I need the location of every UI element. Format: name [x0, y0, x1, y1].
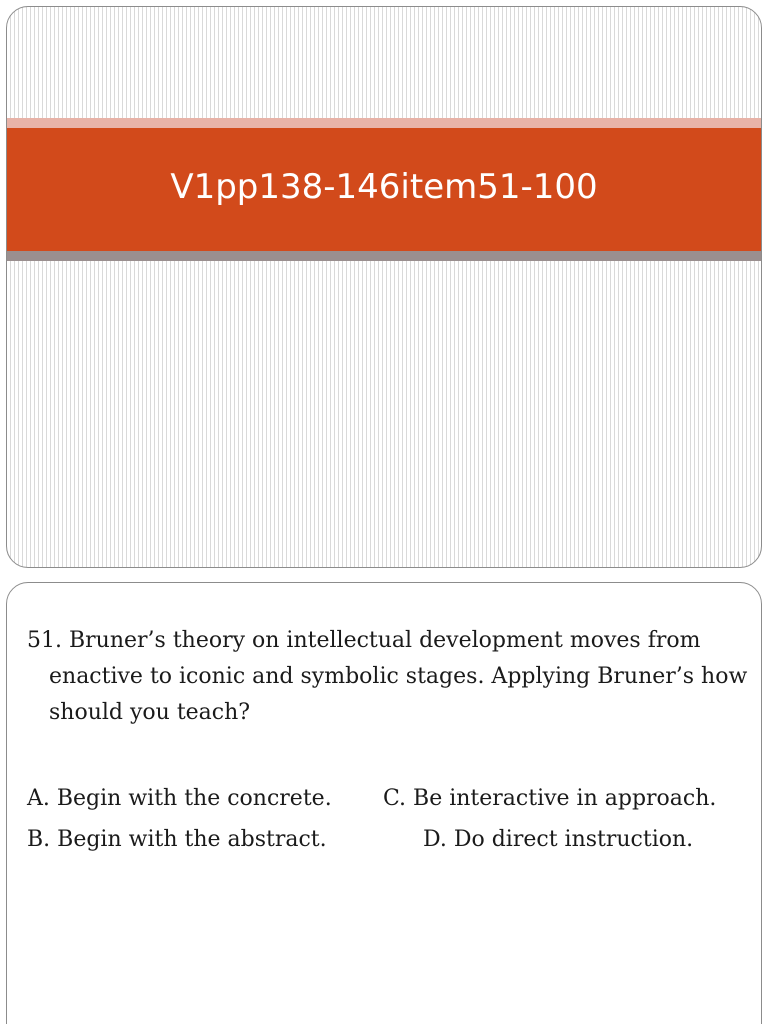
- title-band: [7, 128, 761, 251]
- question-text: 51. Bruner’s theory on intellectual development moves from enactive to iconic and symbolic stages. Applying Bruner’s how should you teach?: [27, 628, 748, 725]
- choice-b: B. Begin with the abstract.: [27, 827, 327, 852]
- title-band-bottom-stripe: [7, 251, 761, 261]
- choice-c: C. Be interactive in approach.: [383, 786, 717, 811]
- question-slide: [6, 582, 762, 1024]
- choice-d: D. Do direct instruction.: [423, 827, 694, 852]
- title-slide: [6, 6, 762, 568]
- title-band-top-stripe: [7, 118, 761, 128]
- slide-title: V1pp138-146item51-100: [170, 166, 598, 207]
- choice-a: A. Begin with the concrete.: [27, 786, 332, 811]
